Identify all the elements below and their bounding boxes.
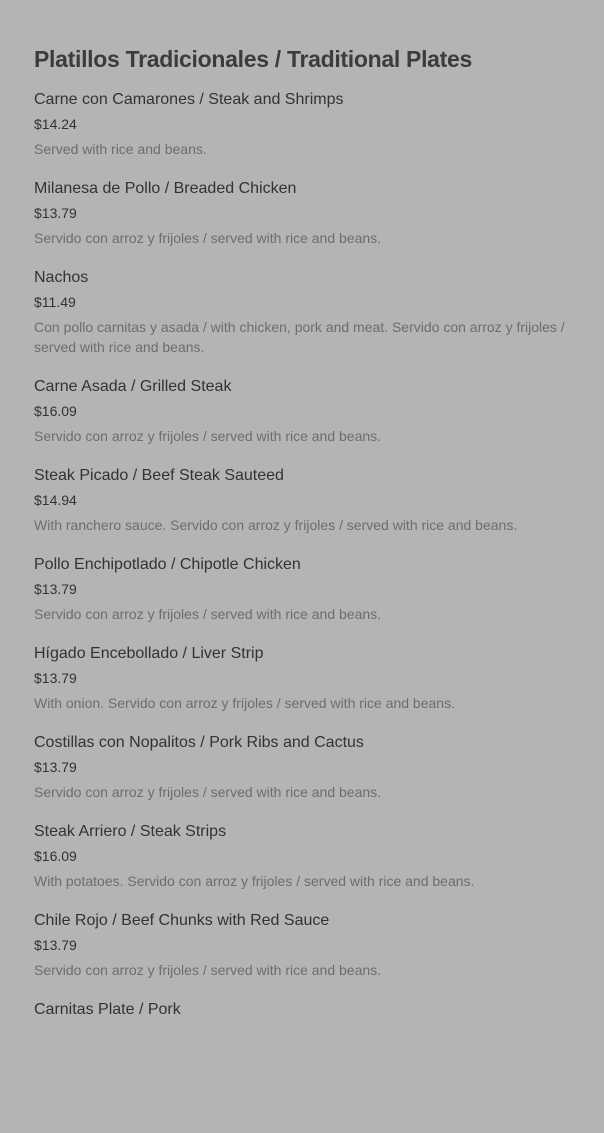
- item-description: With ranchero sauce. Servido con arroz y frijoles / served with rice and beans.: [34, 517, 518, 533]
- item-price: $13.79: [34, 670, 77, 686]
- menu-item[interactable]: [34, 90, 582, 159]
- item-name: Milanesa de Pollo / Breaded Chicken: [34, 180, 297, 197]
- menu-item-list: [34, 90, 582, 1020]
- menu-item[interactable]: [34, 733, 582, 802]
- item-price: $16.09: [34, 848, 77, 864]
- menu-item[interactable]: [34, 822, 582, 891]
- item-price: $13.79: [34, 205, 77, 221]
- item-price: $14.24: [34, 116, 77, 132]
- menu-item[interactable]: [34, 1000, 582, 1020]
- item-name: Costillas con Nopalitos / Pork Ribs and Cactus: [34, 734, 364, 751]
- item-description: With potatoes. Servido con arroz y frijoles / served with rice and beans.: [34, 873, 475, 889]
- section-title: Platillos Tradicionales / Traditional Plates: [34, 46, 473, 72]
- item-description: Con pollo carnitas y asada / with chicken, pork and meat. Servido con arroz y frijoles / served with rice and beans.: [34, 319, 565, 355]
- item-price: $11.49: [34, 294, 76, 310]
- menu-item[interactable]: [34, 911, 582, 980]
- item-name: Pollo Enchipotlado / Chipotle Chicken: [34, 556, 301, 573]
- item-name: Carne con Camarones / Steak and Shrimps: [34, 91, 344, 108]
- item-description: Servido con arroz y frijoles / served with rice and beans.: [34, 428, 382, 444]
- item-description: With onion. Servido con arroz y frijoles / served with rice and beans.: [34, 695, 455, 711]
- item-price: $13.79: [34, 581, 77, 597]
- menu-item[interactable]: [34, 268, 582, 357]
- item-name: Steak Picado / Beef Steak Sauteed: [34, 467, 284, 484]
- item-name: Carne Asada / Grilled Steak: [34, 378, 232, 395]
- item-description: Servido con arroz y frijoles / served with rice and beans.: [34, 230, 382, 246]
- item-price: $13.79: [34, 759, 77, 775]
- item-description: Served with rice and beans.: [34, 141, 207, 157]
- item-description: Servido con arroz y frijoles / served with rice and beans.: [34, 606, 382, 622]
- menu-item[interactable]: [34, 377, 582, 446]
- item-description: Servido con arroz y frijoles / served with rice and beans.: [34, 962, 382, 978]
- item-price: $14.94: [34, 492, 77, 508]
- menu-item[interactable]: [34, 179, 582, 248]
- item-price: $16.09: [34, 403, 77, 419]
- menu-item[interactable]: [34, 555, 582, 624]
- item-price: $13.79: [34, 937, 77, 953]
- item-name: Nachos: [34, 269, 89, 286]
- menu-section: [34, 44, 582, 1040]
- item-description: Servido con arroz y frijoles / served with rice and beans.: [34, 784, 382, 800]
- item-name: Chile Rojo / Beef Chunks with Red Sauce: [34, 912, 330, 929]
- menu-item[interactable]: [34, 466, 582, 535]
- item-name: Hígado Encebollado / Liver Strip: [34, 645, 264, 662]
- item-name: Carnitas Plate / Pork: [34, 1001, 181, 1018]
- menu-item[interactable]: [34, 644, 582, 713]
- item-name: Steak Arriero / Steak Strips: [34, 823, 227, 840]
